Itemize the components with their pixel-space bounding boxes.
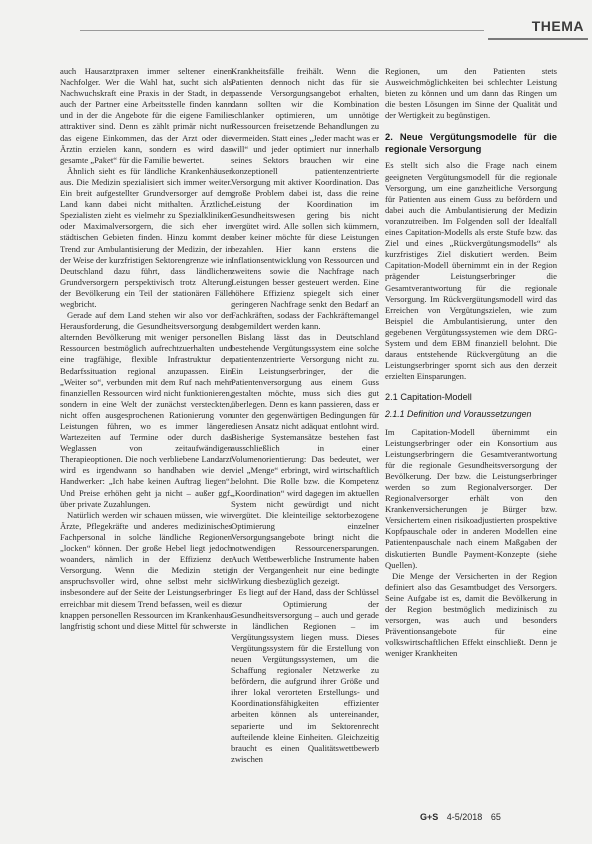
paragraph: Bislang lässt das in Deutschland bestehende Vergütungssystem eine solche patientenzentrierte Versorgung nicht zu. Ein Leistungserbringer, der die Patientenversorgung aus einem Guss gestalten möchte, muss sich dies gut überlegen. Denn es kann passieren, dass er unter den gegenwärtigen Bedingungen für diesen Ansatz nicht adäquat entlohnt wird. Bisherige Systemansätze bestehen fast ausschließlich in einer Volumenorientierung: Das bedeutet, wer viel „Menge“ erbringt, wird wirtschaftlich belohnt. Die Rolle bzw. die Kompetenz „Koordination“ wird dagegen im aktuellen System nicht gewürdigt und nicht vergütet. Die kleinteilige sektorbezogene Optimierung einzelner Versorgungsangebote bringt nicht die notwendigen Ressourcenersparungen. Auch Wettbewerbliche Instrumente haben in der Vergangenheit nur eine bedingte Wirkung diesbezüglich gezeigt. xyxy=(231,332,379,587)
paragraph: Gerade auf dem Land stehen wir also vor der Herausforderung, die Gesundheitsversorgung der alternden Bevölkerung mit weniger personellen Ressourcen bestmöglich aufrechtzuerhalten und eine tragfähige, flexible Infrastruktur der Bedarfssituation regional anzupassen. Ein „Weiter so“, verbunden mit dem Ruf nach mehr finanziellen Ressourcen wird nicht funktionieren, sondern in eine Welt der zunächst versteckten, nicht offen ausgesprochenen Rationierung von Leistungen führen, wo es immer längere Wartezeiten auf Termine oder durch das Weglassen von zeitaufwändigen Therapieoptionen. Die noch verbliebene Landarzt wird es irgendwann so handhaben wie der Handwerker: „Ich habe keinen Auftrag liegen“. Und Preise erhöhen geht ja nicht – außer ggf. über private Zuzahlungen. xyxy=(60,310,232,509)
subsection-heading: 2.1 Capitation-Modell xyxy=(385,392,472,403)
paragraph: Es liegt auf der Hand, dass der Schlüssel zur Optimierung der Gesundheitsversorgung – auch und gerade in ländlichen Regionen – im Vergütungssystem liegen muss. Dieses Vergütungssystem für die Erstellung von neuen Vergütungssystemen, um die Schaffung regionaler Netzwerke zu befördern, die aufgrund ihrer Größe und ihrer lokal verorteten Erstellungs- und Koordinationsfähigkeiten effizienter arbeiten können als untereinander, separierte und im Sektorenrecht aufteilende kleine Einheiten. Gleichzeitig braucht es einen Qualitätswettbewerb zwischen xyxy=(231,587,379,764)
paragraph: Natürlich werden wir schauen müssen, wie wir Ärzte, Pflegekräfte und anderes medizinisches Fachpersonal in solche ländliche Regionen „locken“ können. Der große Hebel liegt jedoch woanders, nämlich in der Effizienz der Versorgung. Wenn die Medizin stetig anspruchsvoller wird, ohne selbst mehr sich insbesondere auf der Seite der Leistungserbringer erreichbar mit diesem Trend befassen, weil es die knappen personellen Ressourcen im Krankenhaus langfristig schont und diese Mittel für schwerste xyxy=(60,509,232,631)
column-1 xyxy=(60,66,232,632)
header-rule xyxy=(80,30,484,31)
column-2 xyxy=(231,66,379,765)
column-3 xyxy=(385,66,557,660)
issue-number: 4-5/2018 xyxy=(446,812,483,822)
paragraph: Es stellt sich also die Frage nach einem geeigneten Vergütungsmodell für die regionale Versorgung, um eine ganzheitliche Versorgung für Patienten aus einem Guss zu befördern und dabei auch die Ambulantisierung der Medizin voranzutreiben. Im Folgenden soll der Idealfall eines Capitation-Modells als erste Stufe bzw. das Ziel und eines „Rückvergütungsmodells“ als kurzfristiges Ziel diskutiert werden. Beim Capitation-Modell übernimmt ein in der Region prägender Leistungserbringer die Gesamtverantwortung für die regionale Versorgung. Im Rückvergütungsmodell wird das Erreichen von Vergütungszielen, wie zum Beispiel die Ambulantisierung, unter den gegebenen Vergütungssystemen wie dem DRG-System und dem EBM finanziell belohnt. Die daraus entstehende Rückvergütung an die Leistungserbringer spornt sich aus den derzeit erzielten Einsparungen. xyxy=(385,160,557,382)
section-heading: 2. Neue Vergütungsmodelle für die regionale Versorgung xyxy=(385,131,557,154)
section-label: THEMA xyxy=(531,18,584,34)
section-label-rule xyxy=(488,38,588,40)
subsubsection-heading: 2.1.1 Definition und Voraussetzungen xyxy=(385,409,532,420)
paragraph: Die Menge der Versicherten in der Region definiert also das Gesamtbudget des Versorgers. Seine Aufgabe ist es, damit die Bevölkerung in der Region bestmöglich medizinisch zu versorgen, was auch und besonders Präventionsangebote für eine volkswirtschaftlichen Effekt einschließt. Denn je weniger Krankheiten xyxy=(385,570,557,659)
journal-brand: G+S xyxy=(420,812,439,822)
page-footer xyxy=(420,812,560,826)
paragraph: Ähnlich sieht es für ländliche Krankenhäuser aus. Die Medizin spezialisiert sich immer weiter. Ein breit aufgestellter Grundversorger auf dem Land kann dabei nicht mithalten. Ärztliche Spezialisten zieht es vielmehr zu Spezialkliniken oder Maximalversorgern, die sich eher in städtischen Gebieten finden. Hinzu kommt der Trend zur Ambulantisierung der Medizin, der in der Weise der kurzfristigen Sektorengrenze wie in Deutschland dazu führt, dass ländlichen Grundversorgern perspektivisch trotz Alterung der Bevölkerung ein Teil der stationären Fälle wegbricht. xyxy=(60,165,232,309)
page-number: 65 xyxy=(490,812,501,822)
paragraph: Im Capitation-Modell übernimmt ein Leistungserbringer oder ein Konsortium aus Leistungserbringern die Gesamtverantwortung für die regionale Gesundheitsversorgung der Bevölkerung. Der bzw. die Leistungserbringer werden so zum Regionalversorger. Der Regionalversorger erhält von den Krankenversicherungen je Bürger bzw. Versichertem einen risikoadjustierten prospektive Kopfpauschale oder in anderen Modellen eine Patientenpauschale nach einem Maßgaben der diskutierten Bundle Payment-Konzepte (siehe Quellen). xyxy=(385,426,557,570)
paragraph: auch Hausarztpraxen immer seltener einen Nachfolger. Wer die Wahl hat, sucht sich als Nachwuchskraft eine Praxis in der Stadt, in der auch der Partner eine Arbeitsstelle finden kann und in der die Angebote für die eigene Familie attraktiver sind. Denn es zählt primär nicht nur das eigene Einkommen, das der Arzt oder die Ärztin erzielen kann, sondern es wird das gesamte „Paket“ für die Familie bewertet. xyxy=(60,66,232,165)
paragraph: Regionen, um den Patienten stets Ausweichmöglichkeiten bei schlechter Leistung bieten zu können und um dann das Ringen um die besten Lösungen im Sinne der Qualität und der Wertigkeit zu begünstigen. xyxy=(385,66,557,121)
paragraph: Krankheitsfälle freihält. Wenn die Patienten dennoch nicht das für sie passende Versorgungsangebot erhalten, dann sollten wir die Kombination schlanker optimieren, um unnötige Ressourcen freisetzende Behandlungen zu vermeiden. Statt eines „Jeder macht was er will“ und jeder optimiert nur innerhalb seines Sektors brauchen wir eine konzeptionell patientenzentrierte Versorgung mit aktiver Koordination. Das große Problem dabei ist, dass die reine Leistung der Koordination im Gesundheitswesen gering bis nicht vergütet wird. Alle sollen sich kümmern, aber keiner möchte für diese Leistungen bezahlen. Hier kann erstens die Inflationsentwicklung von Ressourcen und zweitens sowie die Nachfrage nach Leistungen besser gesteuert werden. Eine höhere Effizienz spiegelt sich einer geringeren Nachfrage senkt den Bedarf an Fachkräften, sodass der Fachkräftemangel abgemildert werden kann. xyxy=(231,66,379,332)
